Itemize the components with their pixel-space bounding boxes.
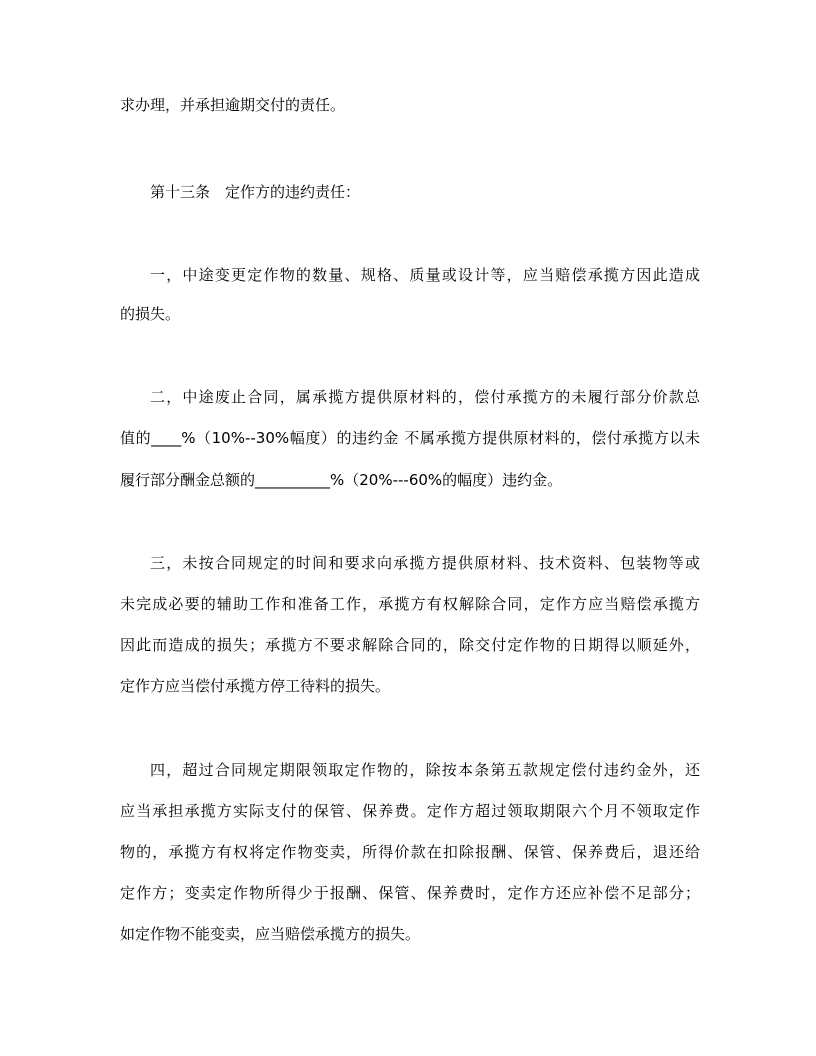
text-line-1: 求办理，并承担逾期交付的责任。 [120,96,346,114]
clause-3-line-3: 因此而造成的损失；承揽方不要求解除合同的，除交付定作物的日期得以顺延外， [120,636,700,654]
clause-4-line-4: 定作方；变卖定作物所得少于报酬、保管、保养费时，定作方还应补偿不足部分； [120,884,700,902]
clause-4-line-1: 四，超过合同规定期限领取定作物的，除按本条第五款规定偿付违约金外，还 [150,761,700,779]
clause-1-line-2: 的损失。 [120,305,181,323]
article-heading: 第十三条 定作方的违约责任： [150,183,361,201]
clause-1-line-1: 一，中途变更定作物的数量、规格、质量或设计等，应当赔偿承揽方因此造成 [150,266,700,284]
clause-4-line-3: 物的，承揽方有权将定作物变卖，所得价款在扣除报酬、保管、保养费后，退还给 [120,843,700,861]
clause-3-line-2: 未完成必要的辅助工作和准备工作，承揽方有权解除合同，定作方应当赔偿承揽方 [120,595,700,613]
clause-4-line-2: 应当承担承揽方实际支付的保管、保养费。定作方超过领取期限六个月不领取定作 [120,802,700,820]
clause-3-line-4: 定作方应当偿付承揽方停工待料的损失。 [120,677,391,695]
clause-2-line-2: 值的____%（10%--30%幅度）的违约金 不属承揽方提供原材料的，偿付承揽方以未 [120,429,700,447]
clause-2-line-3: 履行部分酬金总额的__________%（20%---60%的幅度）违约金。 [120,471,563,489]
clause-3-line-1: 三，未按合同规定的时间和要求向承揽方提供原材料、技术资料、包装物等或 [150,554,700,572]
clause-4-line-5: 如定作物不能变卖，应当赔偿承揽方的损失。 [120,925,421,943]
clause-2-line-1: 二，中途废止合同，属承揽方提供原材料的，偿付承揽方的未履行部分价款总 [150,388,700,406]
